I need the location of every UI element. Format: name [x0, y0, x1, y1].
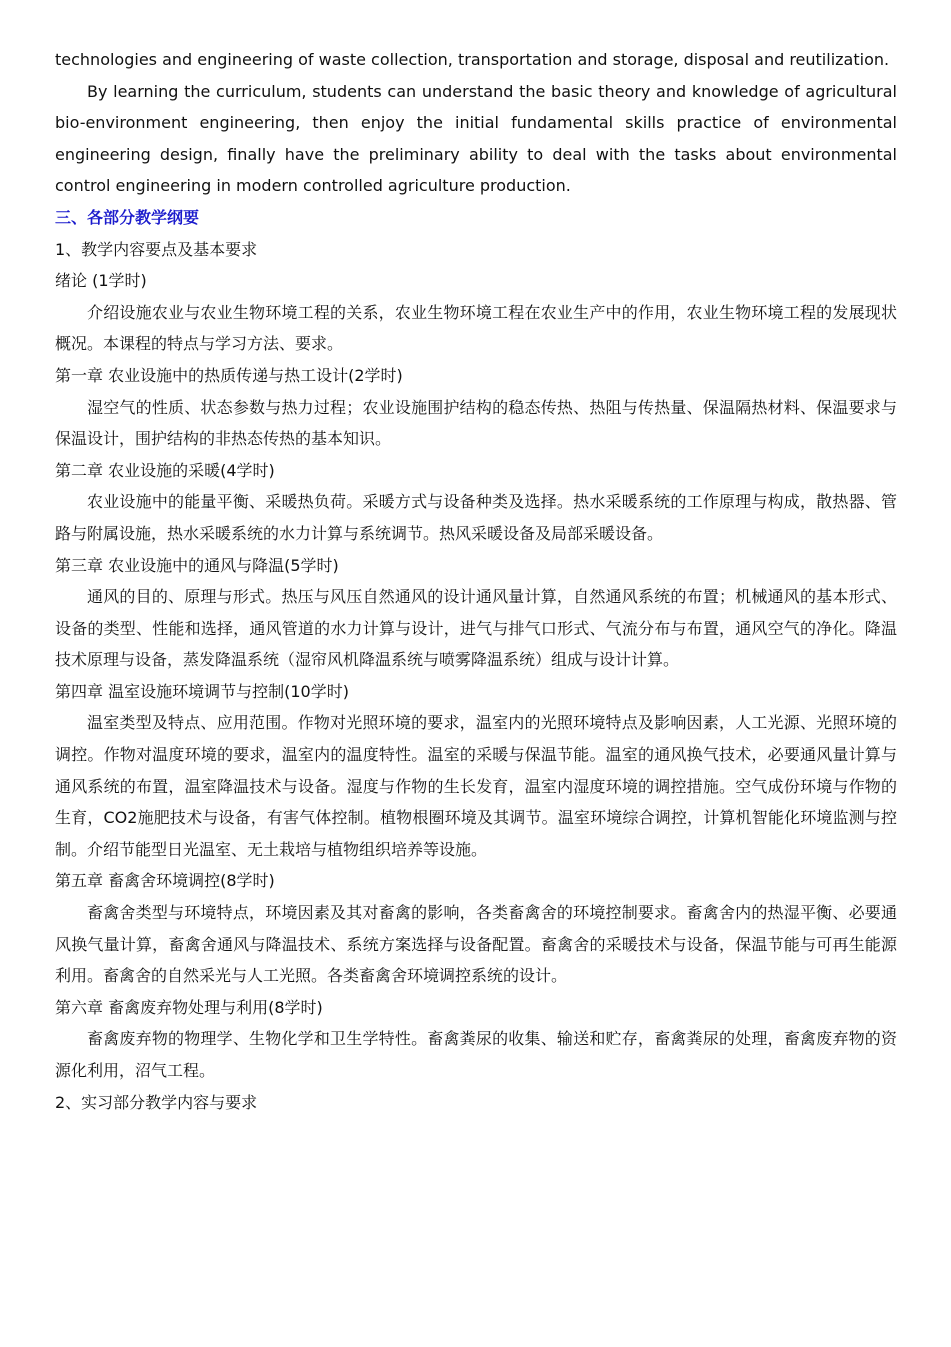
section-heading: 三、各部分教学纲要	[55, 207, 200, 227]
chapter-title: 第六章 畜禽废弃物处理与利用(8学时)	[55, 997, 323, 1017]
intro-paragraph: By learning the curriculum, students can understand the basic theory and knowledge of agricultural bio-environment engineering, then enjoy the initial fundamental skills practice of environmental engineering design, finally have the preliminary ability to deal with the tasks about environmental control engineering in modern controlled agriculture production.	[55, 81, 897, 196]
chapter-title: 绪论 (1学时)	[55, 271, 147, 291]
intro-continuation: technologies and engineering of waste collection, transportation and storage, disposal and reutilization.	[55, 50, 890, 69]
chapter-body: 畜禽废弃物的物理学、生物化学和卫生学特性。畜禽粪尿的收集、输送和贮存，畜禽粪尿的处理，畜禽废弃物的资源化利用，沼气工程。	[55, 1029, 897, 1080]
chapter-body: 通风的目的、原理与形式。热压与风压自然通风的设计通风量计算，自然通风系统的布置；机械通风的基本形式、设备的类型、性能和选择，通风管道的水力计算与设计，进气与排气口形式、气流分布与布置，通风空气的净化。降温技术原理与设备，蒸发降温系统（湿帘风机降温系统与喷雾降温系统）组成与设计计算。	[55, 587, 897, 670]
chapter-title: 第二章 农业设施的采暖(4学时)	[55, 460, 275, 480]
chapter-title: 第三章 农业设施中的通风与降温(5学时)	[55, 555, 339, 575]
subsection-heading-1: 1、教学内容要点及基本要求	[55, 239, 258, 259]
chapter-body: 介绍设施农业与农业生物环境工程的关系，农业生物环境工程在农业生产中的作用，农业生物环境工程的发展现状概况。本课程的特点与学习方法、要求。	[55, 302, 897, 354]
chapter-title: 第五章 畜禽舍环境调控(8学时)	[55, 871, 275, 891]
chapter-body: 畜禽舍类型与环境特点，环境因素及其对畜禽的影响，各类畜禽舍的环境控制要求。畜禽舍内的热湿平衡、必要通风换气量计算，畜禽舍通风与降温技术、系统方案选择与设备配置。畜禽舍的采暖技术与设备，保温节能与可再生能源利用。畜禽舍的自然采光与人工光照。各类畜禽舍环境调控系统的设计。	[55, 903, 897, 986]
chapter-body: 农业设施中的能量平衡、采暖热负荷。采暖方式与设备种类及选择。热水采暖系统的工作原理与构成，散热器、管路与附属设施，热水采暖系统的水力计算与系统调节。热风采暖设备及局部采暖设备。	[55, 492, 897, 543]
chapter-title: 第四章 温室设施环境调节与控制(10学时)	[55, 681, 349, 701]
chapter-body: 湿空气的性质、状态参数与热力过程；农业设施围护结构的稳态传热、热阻与传热量、保温隔热材料、保温要求与保温设计，围护结构的非热态传热的基本知识。	[55, 397, 897, 449]
chapter-title: 第一章 农业设施中的热质传递与热工设计(2学时)	[55, 365, 403, 385]
chapter-body: 温室类型及特点、应用范围。作物对光照环境的要求，温室内的光照环境特点及影响因素，人工光源、光照环境的调控。作物对温度环境的要求，温室内的温度特性。温室的采暖与保温节能。温室的通风换气技术，必要通风量计算与通风系统的布置，温室降温技术与设备。湿度与作物的生长发育，温室内湿度环境的调控措施。空气成份环境与作物的生育，CO2施肥技术与设备，有害气体控制。植物根圈环境及其调节。温室环境综合调控，计算机智能化环境监测与控制。介绍节能型日光温室、无土栽培与植物组织培养等设施。	[55, 713, 897, 859]
subsection-heading-2: 2、实习部分教学内容与要求	[55, 1092, 258, 1112]
